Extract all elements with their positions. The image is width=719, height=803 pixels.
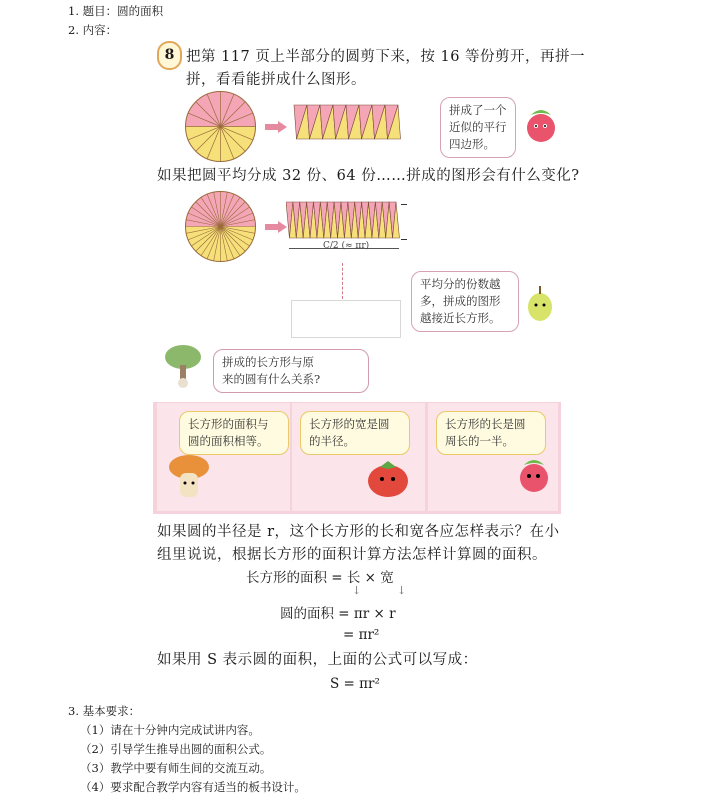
s-notation-line: 如果用 S 表示圆的面积，上面的公式可以写成： <box>157 652 478 668</box>
content-label: 2. 内容： <box>68 23 118 37</box>
height-marker <box>401 204 407 240</box>
formula-rectangle-area: 长方形的面积 = 长 × 宽 <box>246 570 394 586</box>
textbook-figure <box>153 37 586 695</box>
bubble-line: 多，拼成的图形 <box>420 294 501 308</box>
requirement-item: （1）请在十分钟内完成试讲内容。 <box>80 723 260 737</box>
panel-length-half <box>428 403 558 511</box>
bubble-relation-question <box>213 349 369 393</box>
formula-circle-area: 圆的面积 = πr × r <box>280 606 396 622</box>
bubble-line: 长方形的长是圆 <box>445 417 526 431</box>
bubble-line: 长方形的面积与 <box>188 417 269 431</box>
bubble-line: 来的圆有什么关系? <box>222 372 321 386</box>
tomato-character-icon <box>362 457 414 503</box>
down-arrow-icon: ↓ <box>397 584 407 597</box>
pear-character-icon <box>523 281 557 323</box>
bubble-line: 的半径。 <box>309 434 355 448</box>
radius-question-line1: 如果圆的半径是 r，这个长方形的长和宽各应怎样表示？在小 <box>157 524 560 540</box>
bubble-length-half <box>436 411 546 455</box>
bubble-line: 越接近长方形。 <box>420 311 501 325</box>
down-arrow-icon: ↓ <box>352 584 362 597</box>
formula-result: = πr² <box>343 627 380 643</box>
panel-area-equal <box>157 403 290 511</box>
rectangle-strips <box>286 200 406 242</box>
bubble-parallelogram <box>440 97 516 158</box>
question-more-parts: 如果把圆平均分成 32 份、64 份……拼成的图形会有什么变化? <box>157 168 580 184</box>
intro-text-line2: 拼，看看能拼成什么图形。 <box>186 72 366 88</box>
requirement-item: （4）要求配合教学内容有适当的板书设计。 <box>80 780 306 794</box>
bubble-line: 圆的面积相等。 <box>188 434 269 448</box>
panel-width-radius <box>292 403 425 511</box>
radius-question-line2: 组里说说，根据长方形的面积计算方法怎样计算圆的面积。 <box>157 547 547 563</box>
topic-line: 1. 题目：圆的面积 <box>68 4 164 18</box>
bubble-width-radius <box>300 411 410 455</box>
circle-16-parts <box>183 89 258 164</box>
circle-32-parts <box>183 189 258 264</box>
bubble-area-equal <box>179 411 289 455</box>
bubble-line: 周长的一半。 <box>445 434 514 448</box>
tree-character-icon <box>161 343 205 389</box>
requirements-heading: 3. 基本要求： <box>68 704 141 718</box>
bubble-closer-to-rectangle <box>411 271 519 332</box>
requirement-item: （3）教学中要有师生间的交流互动。 <box>80 761 272 775</box>
requirement-item: （2）引导学生推导出圆的面积公式。 <box>80 742 272 756</box>
bubble-line: 长方形的宽是圆 <box>309 417 390 431</box>
continuation-dots <box>342 263 343 299</box>
problem-number-badge: 8 <box>157 41 182 70</box>
formula-s: S = πr² <box>330 676 380 692</box>
strawberry-character-icon <box>516 453 552 495</box>
bubble-line: 拼成的长方形与原 <box>222 355 314 369</box>
bubble-line: 拼成了一个 <box>449 103 507 117</box>
arrow-right-icon <box>265 221 287 233</box>
parallelogram-strips <box>290 103 410 143</box>
blank-rectangle <box>291 300 401 338</box>
strawberry-character-icon <box>523 105 559 145</box>
bubble-line: 平均分的份数越 <box>420 277 501 291</box>
bubble-line: 近似的平行 <box>449 120 507 134</box>
width-dimension-label: C/2 (≈ πr) <box>323 241 370 251</box>
mushroom-character-icon <box>167 453 211 503</box>
intro-text-line1: 把第 117 页上半部分的圆剪下来，按 16 等份剪开，再拼一 <box>186 49 586 65</box>
arrow-right-icon <box>265 121 287 133</box>
bubble-line: 四边形。 <box>449 137 495 151</box>
